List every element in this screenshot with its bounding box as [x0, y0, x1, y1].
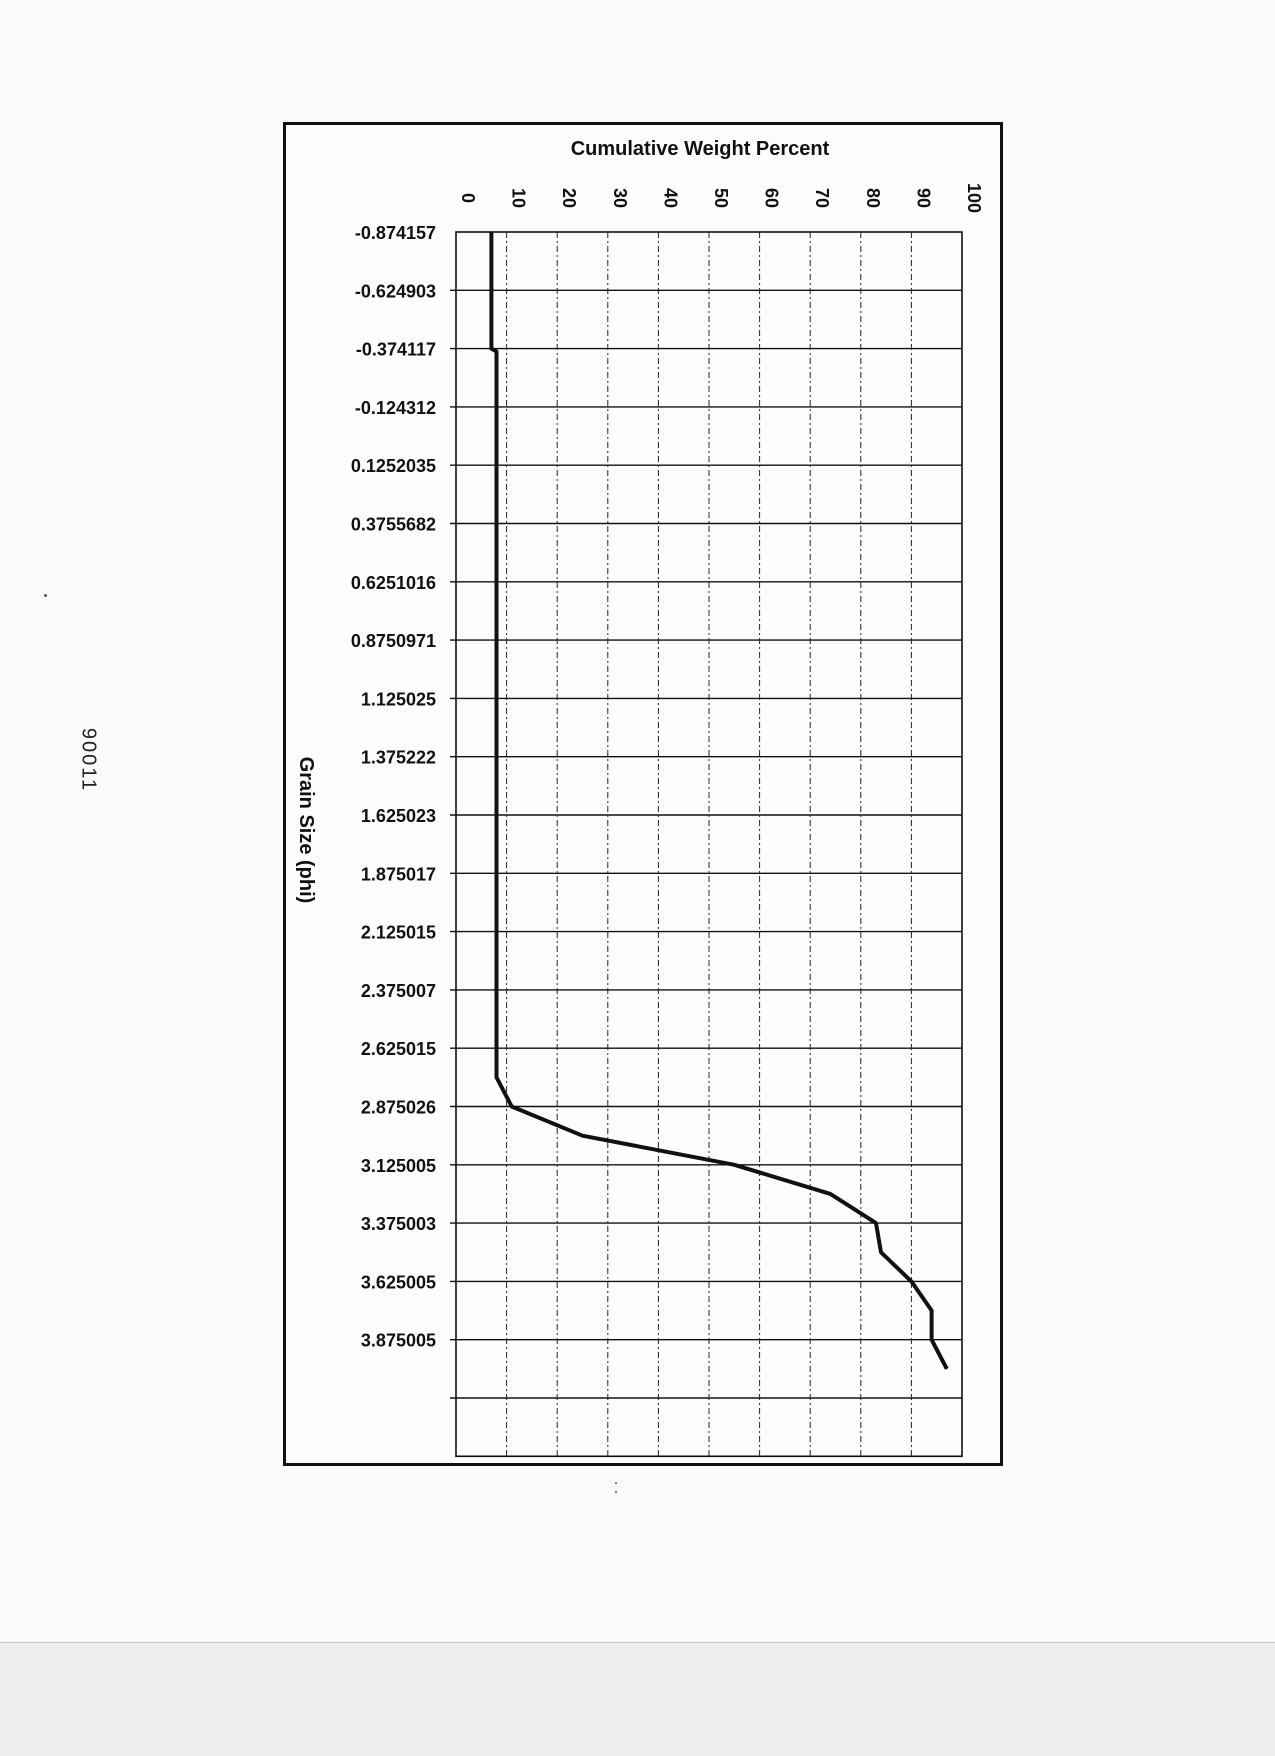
series-point [496, 756, 497, 757]
x-tick-label: 30 [609, 187, 630, 209]
scan-speck [615, 1491, 617, 1493]
y-tick-label: 3.375003 [360, 1214, 436, 1235]
series-point [496, 873, 497, 874]
series-point [496, 640, 497, 641]
series-point [491, 348, 492, 349]
series-point [496, 406, 497, 407]
y-tick-label: 3.625005 [360, 1272, 436, 1293]
y-tick-label: 2.625015 [360, 1039, 436, 1060]
series-point [881, 1252, 882, 1253]
series-point [734, 1164, 735, 1165]
y-tick-label: 3.125005 [360, 1155, 436, 1176]
y-tick-label: -0.624903 [354, 281, 436, 302]
y-tick-label: 0.3755682 [350, 514, 436, 535]
series-point [491, 232, 492, 233]
y-tick-label: 0.8750971 [350, 631, 436, 652]
y-tick-label: 0.1252035 [350, 456, 436, 477]
series-line [491, 232, 946, 1369]
y-tick-label: -0.874157 [354, 223, 436, 243]
y-tick-label: 3.875005 [360, 1330, 436, 1351]
grid [450, 232, 962, 1456]
series-point [496, 931, 497, 932]
x-tick-label: 50 [711, 187, 731, 209]
series [491, 232, 947, 1370]
x-tick-label: 90 [913, 187, 934, 209]
y-tick-label: 1.875017 [360, 864, 436, 885]
y-tick-label: 2.875026 [360, 1097, 436, 1118]
series-point [496, 465, 497, 466]
y-tick-label: 0.6251016 [350, 572, 436, 593]
series-point [496, 1077, 497, 1078]
y-tick-label: -0.124312 [354, 397, 436, 418]
series-point [496, 698, 497, 699]
x-tick-label: 100 [964, 182, 984, 214]
series-point [491, 290, 492, 291]
x-tick-label: 80 [862, 187, 883, 209]
x-tick-label: 10 [508, 187, 529, 209]
y-tick-label: 2.125015 [360, 922, 436, 943]
series-point [582, 1135, 583, 1136]
series-point [496, 989, 497, 990]
y-tick-label: 1.625023 [360, 806, 436, 826]
x-tick-label: 60 [761, 187, 782, 209]
y-tick-label: -0.374117 [355, 339, 436, 360]
scan-speck [615, 1482, 617, 1484]
series-point [911, 1281, 912, 1282]
scan-speck [44, 594, 47, 597]
series-point [496, 1048, 497, 1049]
series-point [931, 1310, 932, 1311]
series-point [496, 581, 497, 582]
x-tick-label: 0 [458, 192, 478, 204]
series-point [511, 1106, 512, 1107]
y-tick-label: 2.375007 [360, 980, 436, 1001]
y-axis-title: Grain Size (phi) [295, 756, 317, 904]
y-tick-label: 1.375222 [360, 747, 436, 768]
series-point [946, 1368, 947, 1369]
series-point [830, 1193, 831, 1194]
series-point [496, 523, 497, 524]
series-point [496, 351, 497, 352]
series-point [496, 815, 497, 816]
series-point [875, 1223, 876, 1224]
axis-ticks [351, 183, 984, 1351]
x-tick-label: 70 [812, 187, 833, 209]
x-axis-title: Cumulative Weight Percent [570, 138, 830, 160]
x-tick-label: 40 [660, 187, 681, 209]
series-point [931, 1339, 932, 1340]
page-number: 90011 [77, 727, 100, 793]
y-tick-label: 1.125025 [360, 689, 436, 710]
x-tick-label: 20 [559, 187, 580, 209]
